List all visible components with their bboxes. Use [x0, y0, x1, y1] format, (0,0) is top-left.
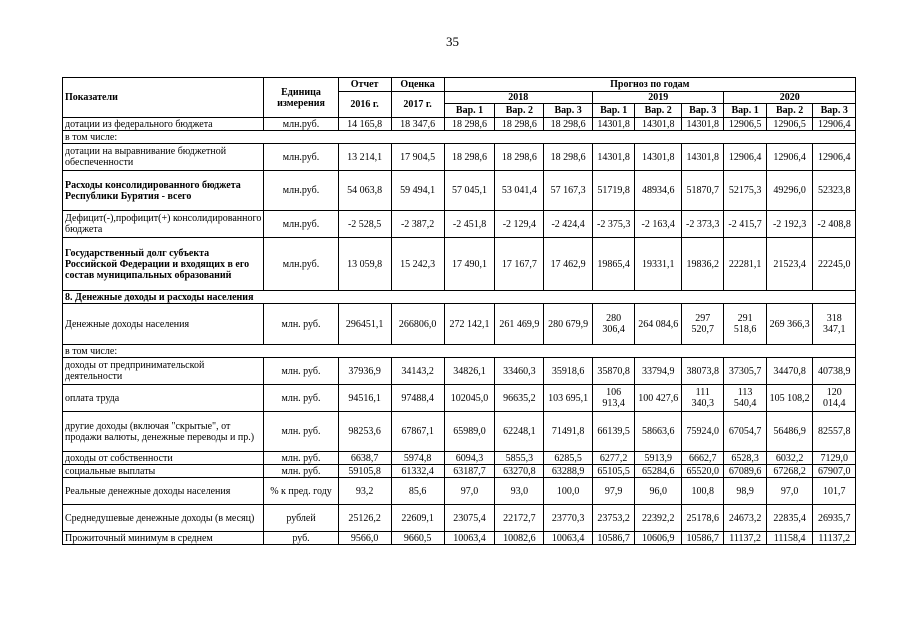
value-cell: 10063,4	[544, 532, 593, 545]
value-cell: -2 528,5	[338, 211, 391, 238]
value-cell: 12906,5	[724, 118, 766, 131]
value-cell: 12906,5	[766, 118, 813, 131]
table-row	[63, 291, 856, 304]
page-number: 35	[446, 34, 459, 49]
value-cell: 14301,8	[635, 144, 682, 171]
row-label: оплата труда	[63, 385, 264, 412]
value-cell: 19331,1	[635, 238, 682, 291]
table-row	[63, 532, 856, 545]
value-cell: 65284,6	[635, 465, 682, 478]
variant-header: Вар. 2	[635, 104, 682, 118]
value-cell: 14 165,8	[338, 118, 391, 131]
row-label: Государственный долг субъекта Российской Федерации и входящих в его состав муниципальных образований	[63, 238, 264, 291]
value-cell: 96,0	[635, 478, 682, 505]
value-cell: 5974,8	[391, 452, 444, 465]
table-row	[63, 131, 856, 144]
value-cell: 266806,0	[391, 304, 444, 345]
value-cell: 75924,0	[682, 412, 724, 452]
value-cell: 17 490,1	[444, 238, 495, 291]
value-cell: 102045,0	[444, 385, 495, 412]
value-cell: 48934,6	[635, 171, 682, 211]
value-cell: 318 347,1	[813, 304, 856, 345]
value-cell: 6528,3	[724, 452, 766, 465]
value-cell: 10082,6	[495, 532, 544, 545]
value-cell: 23075,4	[444, 505, 495, 532]
value-cell: 33794,9	[635, 358, 682, 385]
row-unit: млн.руб.	[264, 118, 338, 131]
value-cell: 6094,3	[444, 452, 495, 465]
value-cell: 12906,4	[813, 118, 856, 131]
value-cell: 67867,1	[391, 412, 444, 452]
value-cell: 6277,2	[592, 452, 634, 465]
value-cell: 51719,8	[592, 171, 634, 211]
row-label: Расходы консолидированного бюджета Республики Бурятия - всего	[63, 171, 264, 211]
value-cell: 34143,2	[391, 358, 444, 385]
value-cell: 9660,5	[391, 532, 444, 545]
value-cell: 59105,8	[338, 465, 391, 478]
value-cell: 25126,2	[338, 505, 391, 532]
value-cell: 12906,4	[813, 144, 856, 171]
value-cell: 280 679,9	[544, 304, 593, 345]
table-row	[63, 211, 856, 238]
row-unit: млн.руб.	[264, 238, 338, 291]
variant-header: Вар. 2	[766, 104, 813, 118]
variant-header: Вар. 3	[544, 104, 593, 118]
value-cell: 18 298,6	[544, 144, 593, 171]
value-cell: -2 387,2	[391, 211, 444, 238]
value-cell: 97,9	[592, 478, 634, 505]
table-header	[63, 78, 856, 118]
value-cell: 94516,1	[338, 385, 391, 412]
value-cell: 5855,3	[495, 452, 544, 465]
value-cell: 93,2	[338, 478, 391, 505]
row-unit: млн. руб.	[264, 385, 338, 412]
row-unit: млн. руб.	[264, 465, 338, 478]
value-cell: 7129,0	[813, 452, 856, 465]
row-label: дотации из федерального бюджета	[63, 118, 264, 131]
value-cell: 52175,3	[724, 171, 766, 211]
value-cell: 98,9	[724, 478, 766, 505]
value-cell: 51870,7	[682, 171, 724, 211]
value-cell: 291 518,6	[724, 304, 766, 345]
value-cell: 14301,8	[592, 118, 634, 131]
value-cell: 14301,8	[682, 144, 724, 171]
value-cell: 67268,2	[766, 465, 813, 478]
value-cell: 34470,8	[766, 358, 813, 385]
value-cell: 22609,1	[391, 505, 444, 532]
year-2020-header: 2020	[724, 92, 856, 104]
value-cell: 54 063,8	[338, 171, 391, 211]
value-cell: -2 408,8	[813, 211, 856, 238]
forecast-table	[62, 77, 856, 545]
estimate-header: Оценка	[391, 78, 444, 92]
value-cell: 113 540,4	[724, 385, 766, 412]
variant-header: Вар. 2	[495, 104, 544, 118]
row-label: Реальные денежные доходы населения	[63, 478, 264, 505]
value-cell: 58663,6	[635, 412, 682, 452]
table-row	[63, 505, 856, 532]
value-cell: 261 469,9	[495, 304, 544, 345]
value-cell: 15 242,3	[391, 238, 444, 291]
row-unit: % к пред. году	[264, 478, 338, 505]
value-cell: 24673,2	[724, 505, 766, 532]
value-cell: 61332,4	[391, 465, 444, 478]
value-cell: 96635,2	[495, 385, 544, 412]
row-label: Среднедушевые денежные доходы (в месяц)	[63, 505, 264, 532]
table-row	[63, 345, 856, 358]
value-cell: 17 904,5	[391, 144, 444, 171]
value-cell: 22172,7	[495, 505, 544, 532]
value-cell: 100,0	[544, 478, 593, 505]
row-unit: млн.руб.	[264, 171, 338, 211]
row-label: дотации на выравнивание бюджетной обеспеченности	[63, 144, 264, 171]
value-cell: 17 167,7	[495, 238, 544, 291]
value-cell: 19865,4	[592, 238, 634, 291]
value-cell: 22392,2	[635, 505, 682, 532]
value-cell: 103 695,1	[544, 385, 593, 412]
value-cell: -2 375,3	[592, 211, 634, 238]
value-cell: 63288,9	[544, 465, 593, 478]
value-cell: 297 520,7	[682, 304, 724, 345]
value-cell: 56486,9	[766, 412, 813, 452]
value-cell: 100 427,6	[635, 385, 682, 412]
value-cell: 9566,0	[338, 532, 391, 545]
unit-header: Единица измерения	[264, 78, 338, 118]
value-cell: 22281,1	[724, 238, 766, 291]
value-cell: 62248,1	[495, 412, 544, 452]
value-cell: 65520,0	[682, 465, 724, 478]
value-cell: 14301,8	[592, 144, 634, 171]
value-cell: 18 298,6	[544, 118, 593, 131]
year-2019-header: 2019	[592, 92, 723, 104]
value-cell: 269 366,3	[766, 304, 813, 345]
forecast-header: Прогноз по годам	[444, 78, 855, 92]
variant-header: Вар. 1	[724, 104, 766, 118]
value-cell: 111 340,3	[682, 385, 724, 412]
value-cell: 100,8	[682, 478, 724, 505]
value-cell: 71491,8	[544, 412, 593, 452]
variant-header: Вар. 3	[682, 104, 724, 118]
row-label: доходы от собственности	[63, 452, 264, 465]
value-cell: 98253,6	[338, 412, 391, 452]
section-label: 8. Денежные доходы и расходы населения	[63, 291, 856, 304]
value-cell: 101,7	[813, 478, 856, 505]
value-cell: 19836,2	[682, 238, 724, 291]
value-cell: 82557,8	[813, 412, 856, 452]
value-cell: 21523,4	[766, 238, 813, 291]
variant-header: Вар. 1	[444, 104, 495, 118]
value-cell: 6032,2	[766, 452, 813, 465]
row-unit: руб.	[264, 532, 338, 545]
value-cell: 13 059,8	[338, 238, 391, 291]
value-cell: -2 129,4	[495, 211, 544, 238]
value-cell: 10586,7	[592, 532, 634, 545]
value-cell: 11137,2	[813, 532, 856, 545]
row-unit: рублей	[264, 505, 338, 532]
value-cell: 25178,6	[682, 505, 724, 532]
value-cell: 67054,7	[724, 412, 766, 452]
value-cell: 14301,8	[635, 118, 682, 131]
value-cell: 106 913,4	[592, 385, 634, 412]
value-cell: 22835,4	[766, 505, 813, 532]
value-cell: 33460,3	[495, 358, 544, 385]
table-row	[63, 304, 856, 345]
value-cell: 67907,0	[813, 465, 856, 478]
row-unit: млн.руб.	[264, 144, 338, 171]
value-cell: 10063,4	[444, 532, 495, 545]
row-unit: млн.руб.	[264, 211, 338, 238]
value-cell: -2 424,4	[544, 211, 593, 238]
value-cell: 65989,0	[444, 412, 495, 452]
row-label: социальные выплаты	[63, 465, 264, 478]
value-cell: 280 306,4	[592, 304, 634, 345]
value-cell: 5913,9	[635, 452, 682, 465]
table-row	[63, 478, 856, 505]
value-cell: 10606,9	[635, 532, 682, 545]
row-label: Дефицит(-),профицит(+) консолидированного бюджета	[63, 211, 264, 238]
value-cell: 67089,6	[724, 465, 766, 478]
value-cell: -2 163,4	[635, 211, 682, 238]
value-cell: 18 298,6	[495, 144, 544, 171]
value-cell: 6662,7	[682, 452, 724, 465]
value-cell: 272 142,1	[444, 304, 495, 345]
value-cell: 12906,4	[724, 144, 766, 171]
variant-header: Вар. 3	[813, 104, 856, 118]
value-cell: 22245,0	[813, 238, 856, 291]
value-cell: 38073,8	[682, 358, 724, 385]
table-row	[63, 144, 856, 171]
value-cell: 49296,0	[766, 171, 813, 211]
value-cell: 63187,7	[444, 465, 495, 478]
value-cell: 26935,7	[813, 505, 856, 532]
value-cell: 23770,3	[544, 505, 593, 532]
value-cell: 66139,5	[592, 412, 634, 452]
report-header: Отчет	[338, 78, 391, 92]
value-cell: 17 462,9	[544, 238, 593, 291]
value-cell: 18 298,6	[444, 144, 495, 171]
value-cell: -2 192,3	[766, 211, 813, 238]
value-cell: 14301,8	[682, 118, 724, 131]
table-row	[63, 412, 856, 452]
year-2016-header: 2016 г.	[338, 92, 391, 118]
value-cell: 52323,8	[813, 171, 856, 211]
value-cell: 34826,1	[444, 358, 495, 385]
value-cell: 37305,7	[724, 358, 766, 385]
row-label: Прожиточный минимум в среднем	[63, 532, 264, 545]
row-label: другие доходы (включая "скрытые", от продажи валюты, денежные переводы и пр.)	[63, 412, 264, 452]
value-cell: 93,0	[495, 478, 544, 505]
value-cell: 97,0	[766, 478, 813, 505]
table-row	[63, 385, 856, 412]
table-row	[63, 171, 856, 211]
indicators-header: Показатели	[63, 78, 264, 118]
value-cell: 35918,6	[544, 358, 593, 385]
value-cell: 65105,5	[592, 465, 634, 478]
table-body	[63, 118, 856, 545]
value-cell: 296451,1	[338, 304, 391, 345]
value-cell: -2 451,8	[444, 211, 495, 238]
value-cell: 97488,4	[391, 385, 444, 412]
value-cell: 63270,8	[495, 465, 544, 478]
variant-header: Вар. 1	[592, 104, 634, 118]
value-cell: 59 494,1	[391, 171, 444, 211]
table-row	[63, 238, 856, 291]
value-cell: 35870,8	[592, 358, 634, 385]
value-cell: 37936,9	[338, 358, 391, 385]
value-cell: -2 415,7	[724, 211, 766, 238]
row-unit: млн. руб.	[264, 452, 338, 465]
value-cell: 18 298,6	[444, 118, 495, 131]
table-row	[63, 118, 856, 131]
value-cell: 18 298,6	[495, 118, 544, 131]
year-2017-header: 2017 г.	[391, 92, 444, 118]
row-label: доходы от предпринимательской деятельности	[63, 358, 264, 385]
value-cell: 53 041,4	[495, 171, 544, 211]
section-label: в том числе:	[63, 131, 856, 144]
value-cell: 12906,4	[766, 144, 813, 171]
section-label: в том числе:	[63, 345, 856, 358]
value-cell: 57 045,1	[444, 171, 495, 211]
row-label: Денежные доходы населения	[63, 304, 264, 345]
value-cell: 6285,5	[544, 452, 593, 465]
value-cell: 57 167,3	[544, 171, 593, 211]
value-cell: 23753,2	[592, 505, 634, 532]
value-cell: 85,6	[391, 478, 444, 505]
value-cell: 11137,2	[724, 532, 766, 545]
table-row	[63, 452, 856, 465]
row-unit: млн. руб.	[264, 358, 338, 385]
table-row	[63, 465, 856, 478]
year-2018-header: 2018	[444, 92, 592, 104]
value-cell: 11158,4	[766, 532, 813, 545]
value-cell: 120 014,4	[813, 385, 856, 412]
value-cell: 97,0	[444, 478, 495, 505]
row-unit: млн. руб.	[264, 304, 338, 345]
value-cell: 6638,7	[338, 452, 391, 465]
table-row	[63, 358, 856, 385]
value-cell: 10586,7	[682, 532, 724, 545]
row-unit: млн. руб.	[264, 412, 338, 452]
value-cell: 105 108,2	[766, 385, 813, 412]
value-cell: 18 347,6	[391, 118, 444, 131]
value-cell: -2 373,3	[682, 211, 724, 238]
value-cell: 13 214,1	[338, 144, 391, 171]
value-cell: 40738,9	[813, 358, 856, 385]
value-cell: 264 084,6	[635, 304, 682, 345]
